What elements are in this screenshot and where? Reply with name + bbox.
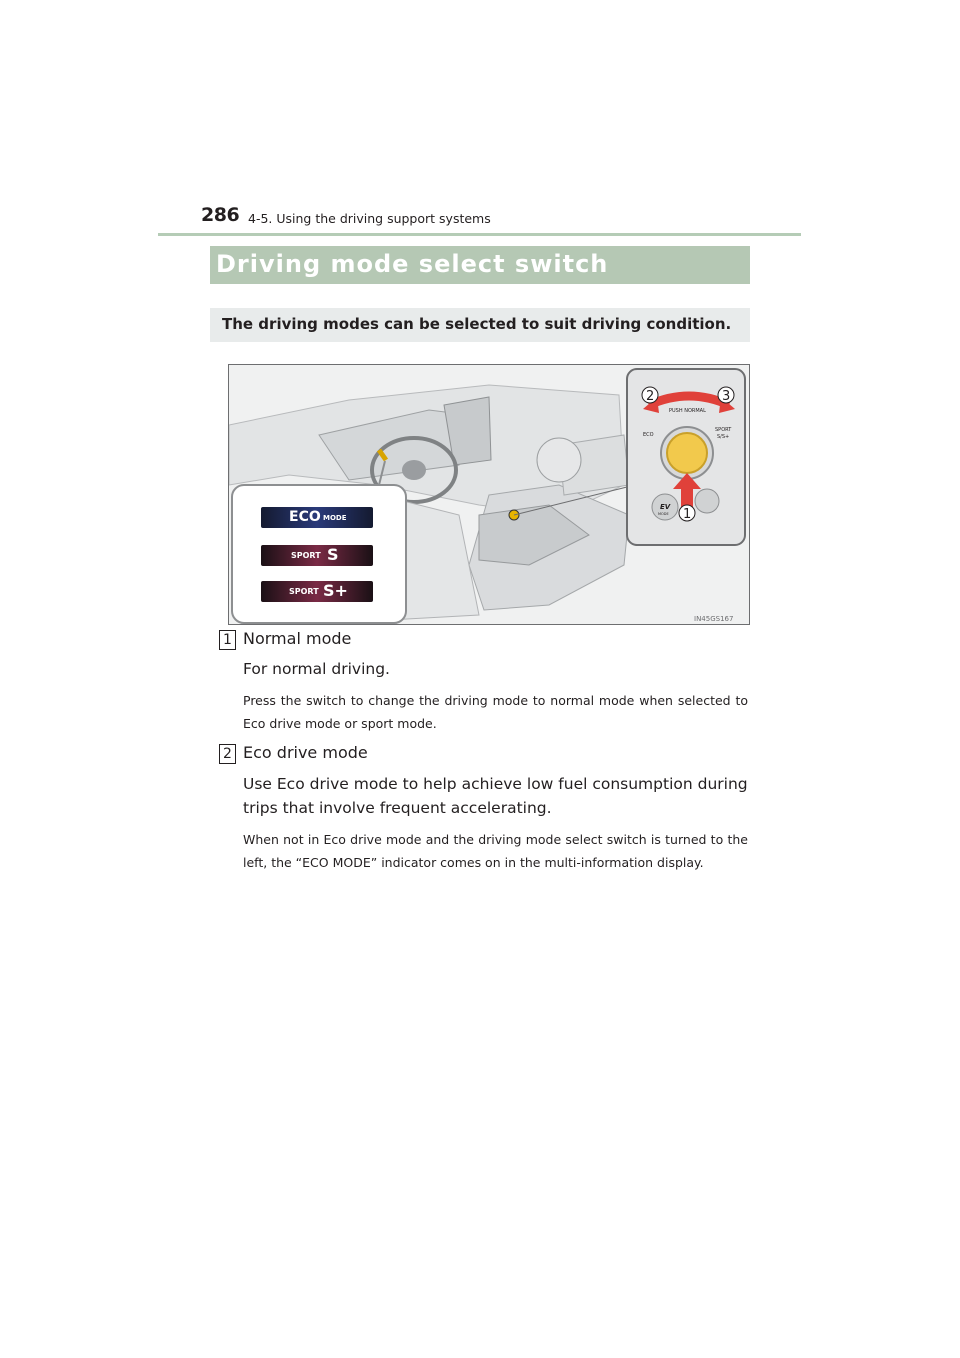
chapter-heading: 4-5. Using the driving support systems	[248, 211, 491, 226]
item-text-eco-drive-mode: Use Eco drive mode to help achieve low fuel consumption during trips that involve frequent accelerating.	[243, 775, 748, 817]
item-note-eco-drive-mode: When not in Eco drive mode and the driving mode select switch is turned to the left, the “ECO MODE” indicator comes on in the multi-information display.	[243, 832, 748, 870]
callout-1: 1	[683, 507, 692, 522]
indicator-sport-text-2: SPORT	[289, 587, 319, 596]
indicator-mode-text: MODE	[323, 514, 347, 522]
sport-s-indicator	[261, 545, 373, 566]
item-text-normal-mode: For normal driving.	[243, 660, 390, 678]
indicator-sport-text: SPORT	[291, 551, 321, 560]
dashboard-illustration	[228, 364, 750, 625]
indicator-s-text: S	[327, 545, 339, 564]
push-normal-label: PUSH NORMAL	[669, 408, 706, 414]
indicator-eco-text: ECO	[289, 509, 321, 525]
section-title: Driving mode select switch	[216, 250, 609, 278]
section-title-bar	[210, 246, 750, 284]
intro-text: The driving modes can be selected to suit driving condition.	[222, 315, 732, 333]
item-heading-normal-mode: Normal mode	[243, 629, 352, 648]
page-number: 286	[201, 204, 240, 226]
callout-2: 2	[646, 389, 655, 404]
item-heading-eco-drive-mode: Eco drive mode	[243, 743, 368, 762]
sport-s-plus-indicator	[261, 581, 373, 602]
intro-box	[210, 308, 750, 342]
callout-3: 3	[722, 389, 731, 404]
sport-plus-label: S/S+	[717, 434, 730, 440]
sport-label: SPORT	[715, 427, 732, 433]
figure-code: IN45GS167	[694, 615, 734, 623]
item-note-normal-mode: Press the switch to change the driving mode to normal mode when selected to Eco drive mode or sport mode.	[243, 693, 748, 731]
eco-mode-indicator	[261, 507, 373, 528]
item-marker-1: 1	[219, 630, 236, 650]
eco-label: ECO	[643, 432, 654, 438]
indicator-s-plus-text: S+	[323, 581, 348, 600]
header-rule	[158, 233, 801, 236]
item-marker-2: 2	[219, 744, 236, 764]
ev-label: EV	[660, 503, 671, 511]
ev-mode-label: MODE	[658, 512, 669, 516]
